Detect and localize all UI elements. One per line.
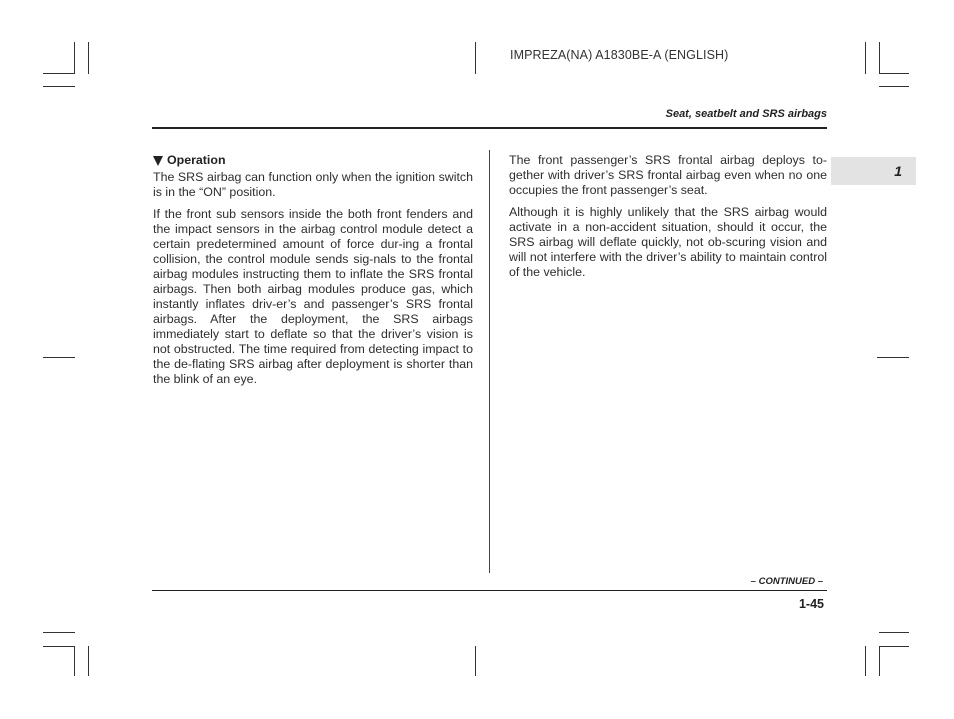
footer-rule bbox=[152, 590, 827, 591]
crop-mark bbox=[879, 646, 880, 676]
crop-mark bbox=[88, 42, 89, 74]
crop-mark bbox=[879, 632, 909, 633]
crop-mark bbox=[74, 42, 75, 74]
crop-mark bbox=[879, 86, 909, 87]
paragraph: The SRS airbag can function only when the ignition switch is in the “ON” position. bbox=[153, 170, 473, 199]
right-column bbox=[509, 153, 827, 287]
continued-label: – CONTINUED – bbox=[750, 576, 823, 587]
crop-mark bbox=[865, 42, 866, 74]
crop-mark bbox=[74, 646, 75, 676]
crop-mark bbox=[43, 632, 75, 633]
crop-mark bbox=[475, 42, 476, 74]
section-heading bbox=[153, 153, 473, 168]
section-heading-text: Operation bbox=[167, 153, 226, 167]
paragraph: The front passenger’s SRS frontal airbag deploys to-gether with driver’s SRS frontal airbag even when no one occupies the front passenger’s seat. bbox=[509, 153, 827, 197]
crop-mark bbox=[879, 73, 909, 74]
crop-mark bbox=[88, 646, 89, 676]
crop-mark bbox=[43, 73, 75, 74]
crop-mark bbox=[879, 42, 880, 74]
column-divider bbox=[489, 150, 490, 573]
crop-mark bbox=[877, 357, 909, 358]
header-rule bbox=[152, 127, 827, 129]
section-title: Seat, seatbelt and SRS airbags bbox=[665, 108, 827, 120]
crop-mark bbox=[865, 646, 866, 676]
page-number: 1-45 bbox=[798, 597, 824, 611]
paragraph: Although it is highly unlikely that the SRS airbag would activate in a non-accident situation, should it occur, the SRS airbag will deflate quickly, not ob-scuring vision and will not interfere with the driver’s ability to maintain control of the vehicle. bbox=[509, 205, 827, 279]
chapter-tab bbox=[831, 157, 916, 185]
crop-mark bbox=[43, 646, 75, 647]
paragraph: If the front sub sensors inside the both front fenders and the impact sensors in the airbag control module detect a certain predetermined amount of force dur-ing a frontal collision, the control module sends sig-nals to the frontal airbag modules instructing them to inflate the SRS frontal airbags. Then both airbag modules produce gas, which instantly inflates driv-er’s and passenger’s SRS frontal airbags. After the deployment, the SRS airbags immediately start to deflate so that the driver’s vision is not obstructed. The time required from detecting impact to the de-flating SRS airbag after deployment is shorter than the blink of an eye. bbox=[153, 207, 473, 386]
crop-mark bbox=[879, 646, 909, 647]
document-id: IMPREZA(NA) A1830BE-A (ENGLISH) bbox=[510, 48, 729, 62]
crop-mark bbox=[43, 86, 75, 87]
left-column bbox=[153, 153, 473, 394]
chapter-tab-label: 1 bbox=[894, 163, 902, 179]
crop-mark bbox=[475, 646, 476, 676]
triangle-bullet-icon bbox=[153, 156, 163, 166]
crop-mark bbox=[43, 357, 75, 358]
